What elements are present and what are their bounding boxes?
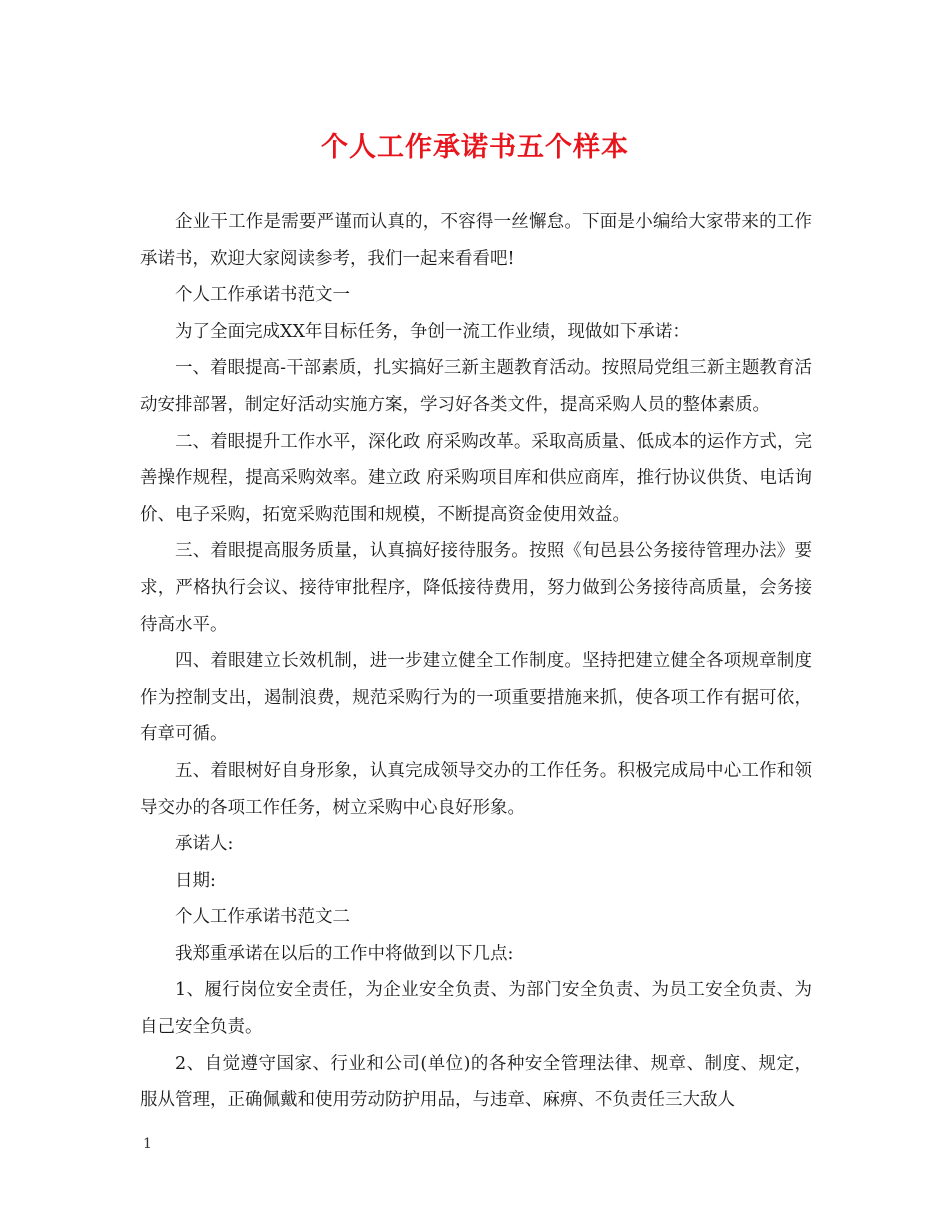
body-paragraph: 为了全面完成XX年目标任务，争创一流工作业绩，现做如下承诺： [175, 321, 690, 342]
signatory-label: 承诺人: [175, 834, 234, 855]
numbered-item-two: 2、自觉遵守国家、行业和公司(单位)的各种安全管理法律、规章、制度、规定，服从管理，正确佩戴和使用劳动防护用品，与违章、麻痹、不负责任三大敌人 [140, 1053, 812, 1111]
document-body [140, 204, 812, 1119]
section-heading-sample-one: 个人工作承诺书范文一 [175, 285, 350, 306]
date-label: 日期: [175, 870, 216, 891]
commitment-item-five: 五、着眼树好自身形象，认真完成领导交办的工作任务。积极完成局中心工作和领导交办的各项工作任务，树立采购中心良好形象。 [140, 760, 812, 818]
page-number: 1 [143, 1136, 152, 1152]
section-heading-sample-two: 个人工作承诺书范文二 [175, 907, 350, 928]
commitment-item-one: 一、着眼提高-干部素质，扎实搞好三新主题教育活动。按照局党组三新主题教育活动安排部署，制定好活动实施方案，学习好各类文件，提高采购人员的整体素质。 [140, 358, 812, 415]
commitment-item-two: 二、着眼提升工作水平，深化政 府采购改革。采取高质量、低成本的运作方式，完善操作规程，提高采购效率。建立政 府采购项目库和供应商库，推行协议供货、电话询价、电子采购，拓宽采购范围和规模，不断提高资金使用效益。 [140, 431, 812, 525]
commitment-item-three: 三、着眼提高服务质量，认真搞好接待服务。按照《旬邑县公务接待管理办法》要求，严格执行会议、接待审批程序，降低接待费用，努力做到公务接待高质量，会务接待高水平。 [140, 541, 812, 635]
numbered-item-one: 1、履行岗位安全责任，为企业安全负责、为部门安全负责、为员工安全负责、为自己安全负责。 [140, 980, 812, 1038]
intro-paragraph: 企业干工作是需要严谨而认真的，不容得一丝懈怠。下面是小编给大家带来的工作承诺书，欢迎大家阅读参考，我们一起来看看吧! [140, 212, 812, 269]
commitment-item-four: 四、着眼建立长效机制，进一步建立健全工作制度。坚持把建立健全各项规章制度作为控制支出，遏制浪费，规范采购行为的一项重要措施来抓，使各项工作有据可依，有章可循。 [140, 651, 812, 745]
body-paragraph: 我郑重承诺在以后的工作中将做到以下几点: [175, 943, 514, 964]
document-title: 个人工作承诺书五个样本 [321, 132, 629, 163]
